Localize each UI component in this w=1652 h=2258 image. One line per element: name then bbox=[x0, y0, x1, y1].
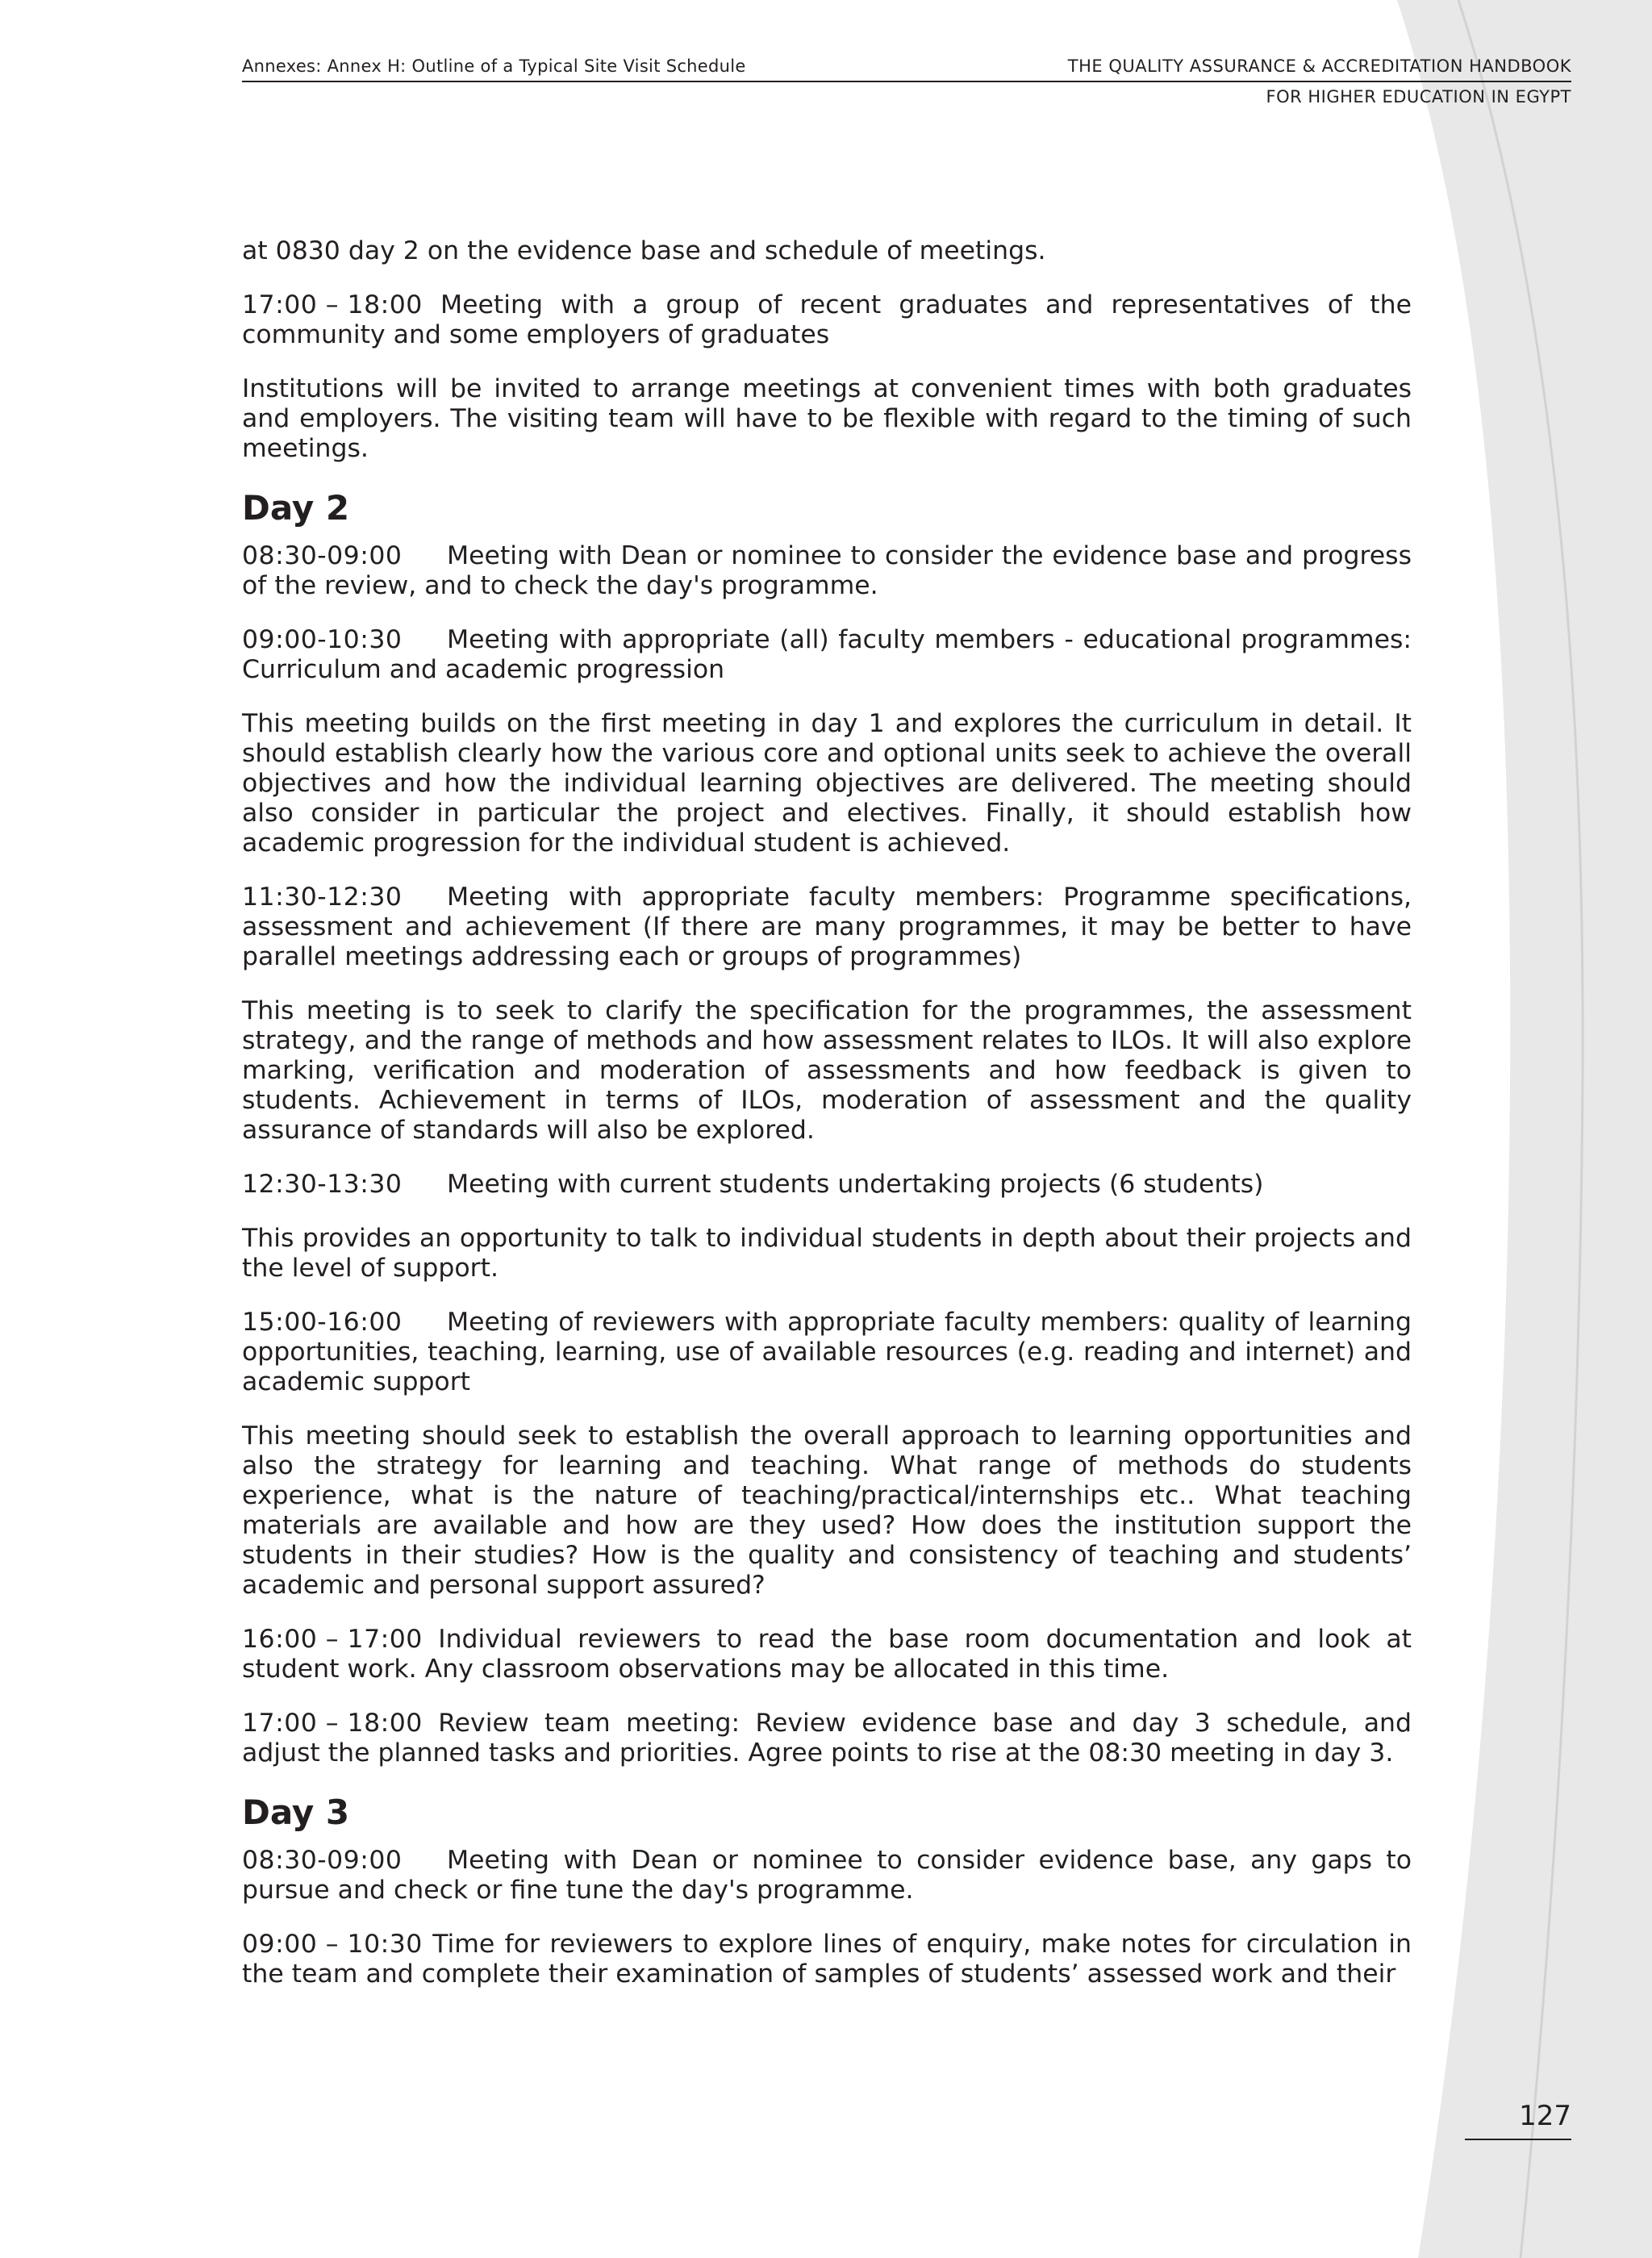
header-divider bbox=[242, 81, 1571, 82]
time-slot: 08:30-09:00 bbox=[242, 1846, 403, 1875]
entry-text: Individual reviewers to read the base room documentation and look at student work. Any classroom observations may be allocated in this time. bbox=[242, 1625, 1412, 1684]
paragraph: at 0830 day 2 on the evidence base and schedule of meetings. bbox=[242, 236, 1046, 265]
body-text bbox=[242, 236, 1412, 2014]
schedule-entry bbox=[242, 883, 1412, 972]
section-heading-day-2: Day 2 bbox=[242, 488, 350, 528]
time-slot: 09:00-10:30 bbox=[242, 625, 403, 654]
running-header-title: THE QUALITY ASSURANCE & ACCREDITATION HANDBOOK bbox=[1067, 56, 1571, 76]
time-slot: 12:30-13:30 bbox=[242, 1170, 403, 1199]
schedule-entry bbox=[242, 1846, 1412, 1905]
schedule-entry bbox=[242, 1930, 1412, 1989]
time-slot: 08:30-09:00 bbox=[242, 541, 403, 570]
entry-text: Meeting with appropriate (all) faculty members - educational programmes: Curriculum and academic progression bbox=[242, 625, 1412, 684]
running-header-subtitle: FOR HIGHER EDUCATION IN EGYPT bbox=[1266, 87, 1571, 106]
page-number: 127 bbox=[1519, 2100, 1571, 2132]
entry-text: Meeting with Dean or nominee to consider evidence base, any gaps to pursue and check or fine tune the day's programme. bbox=[242, 1846, 1412, 1905]
schedule-entry bbox=[242, 1625, 1412, 1684]
time-slot: 15:00-16:00 bbox=[242, 1308, 403, 1337]
time-slot: 17:00 – 18:00 bbox=[242, 290, 423, 319]
schedule-entry bbox=[242, 541, 1412, 601]
paragraph: Institutions will be invited to arrange meetings at convenient times with both graduates and employers. The visiting team will have to be flexible with regard to the timing of such meetings. bbox=[242, 374, 1412, 463]
time-slot: 09:00 – 10:30 bbox=[242, 1930, 423, 1959]
schedule-entry bbox=[242, 1709, 1412, 1768]
entry-text: Meeting with current students undertaking projects (6 students) bbox=[447, 1170, 1264, 1199]
time-slot: 17:00 – 18:00 bbox=[242, 1709, 423, 1738]
page-number-underline bbox=[1465, 2139, 1571, 2140]
schedule-entry bbox=[242, 290, 1412, 350]
entry-text: Review team meeting: Review evidence base and day 3 schedule, and adjust the planned tasks and priorities. Agree points to rise at the 08:30 meeting in day 3. bbox=[242, 1709, 1412, 1768]
section-heading-day-3: Day 3 bbox=[242, 1793, 350, 1832]
entry-text: Meeting with appropriate faculty members: Programme specifications, assessment and achievement (If there are many programmes, it may be better to have parallel meetings addressing each or groups of programmes) bbox=[242, 883, 1412, 971]
schedule-entry bbox=[242, 625, 1412, 685]
paragraph: This provides an opportunity to talk to individual students in depth about their projects and the level of support. bbox=[242, 1224, 1412, 1283]
running-header-left: Annexes: Annex H: Outline of a Typical Site Visit Schedule bbox=[242, 56, 746, 76]
paragraph: This meeting is to seek to clarify the specification for the programmes, the assessment strategy, and the range of methods and how assessment relates to ILOs. It will also explore marking, verification and moderation of assessments and how feedback is given to students. Achievement in terms of ILOs, moderation of assessment and the quality assurance of standards will also be explored. bbox=[242, 996, 1412, 1145]
paragraph: This meeting builds on the first meeting in day 1 and explores the curriculum in detail. It should establish clearly how the various core and optional units seek to achieve the overall objectives and how the individual learning objectives are delivered. The meeting should also consider in particular the project and electives. Finally, it should establish how academic progression for the individual student is achieved. bbox=[242, 709, 1412, 858]
entry-text: Meeting with a group of recent graduates and representatives of the community and some employers of graduates bbox=[242, 290, 1412, 349]
time-slot: 11:30-12:30 bbox=[242, 883, 403, 912]
schedule-entry bbox=[242, 1170, 1412, 1200]
entry-text: Meeting with Dean or nominee to consider the evidence base and progress of the review, and to check the day's programme. bbox=[242, 541, 1412, 600]
paragraph: This meeting should seek to establish the overall approach to learning opportunities and also the strategy for learning and teaching. What range of methods do students experience, what is the nature of teaching/practical/internships etc.. What teaching materials are available and how are they used? How does the institution support the students in their studies? How is the quality and consistency of teaching and students’ academic and personal support assured? bbox=[242, 1421, 1412, 1600]
schedule-entry bbox=[242, 1308, 1412, 1397]
entry-text: Meeting of reviewers with appropriate faculty members: quality of learning opportunities, teaching, learning, use of available resources (e.g. reading and internet) and academic support bbox=[242, 1308, 1412, 1396]
time-slot: 16:00 – 17:00 bbox=[242, 1625, 423, 1654]
entry-text: Time for reviewers to explore lines of enquiry, make notes for circulation in the team and complete their examination of samples of students’ assessed work and their bbox=[242, 1930, 1412, 1989]
